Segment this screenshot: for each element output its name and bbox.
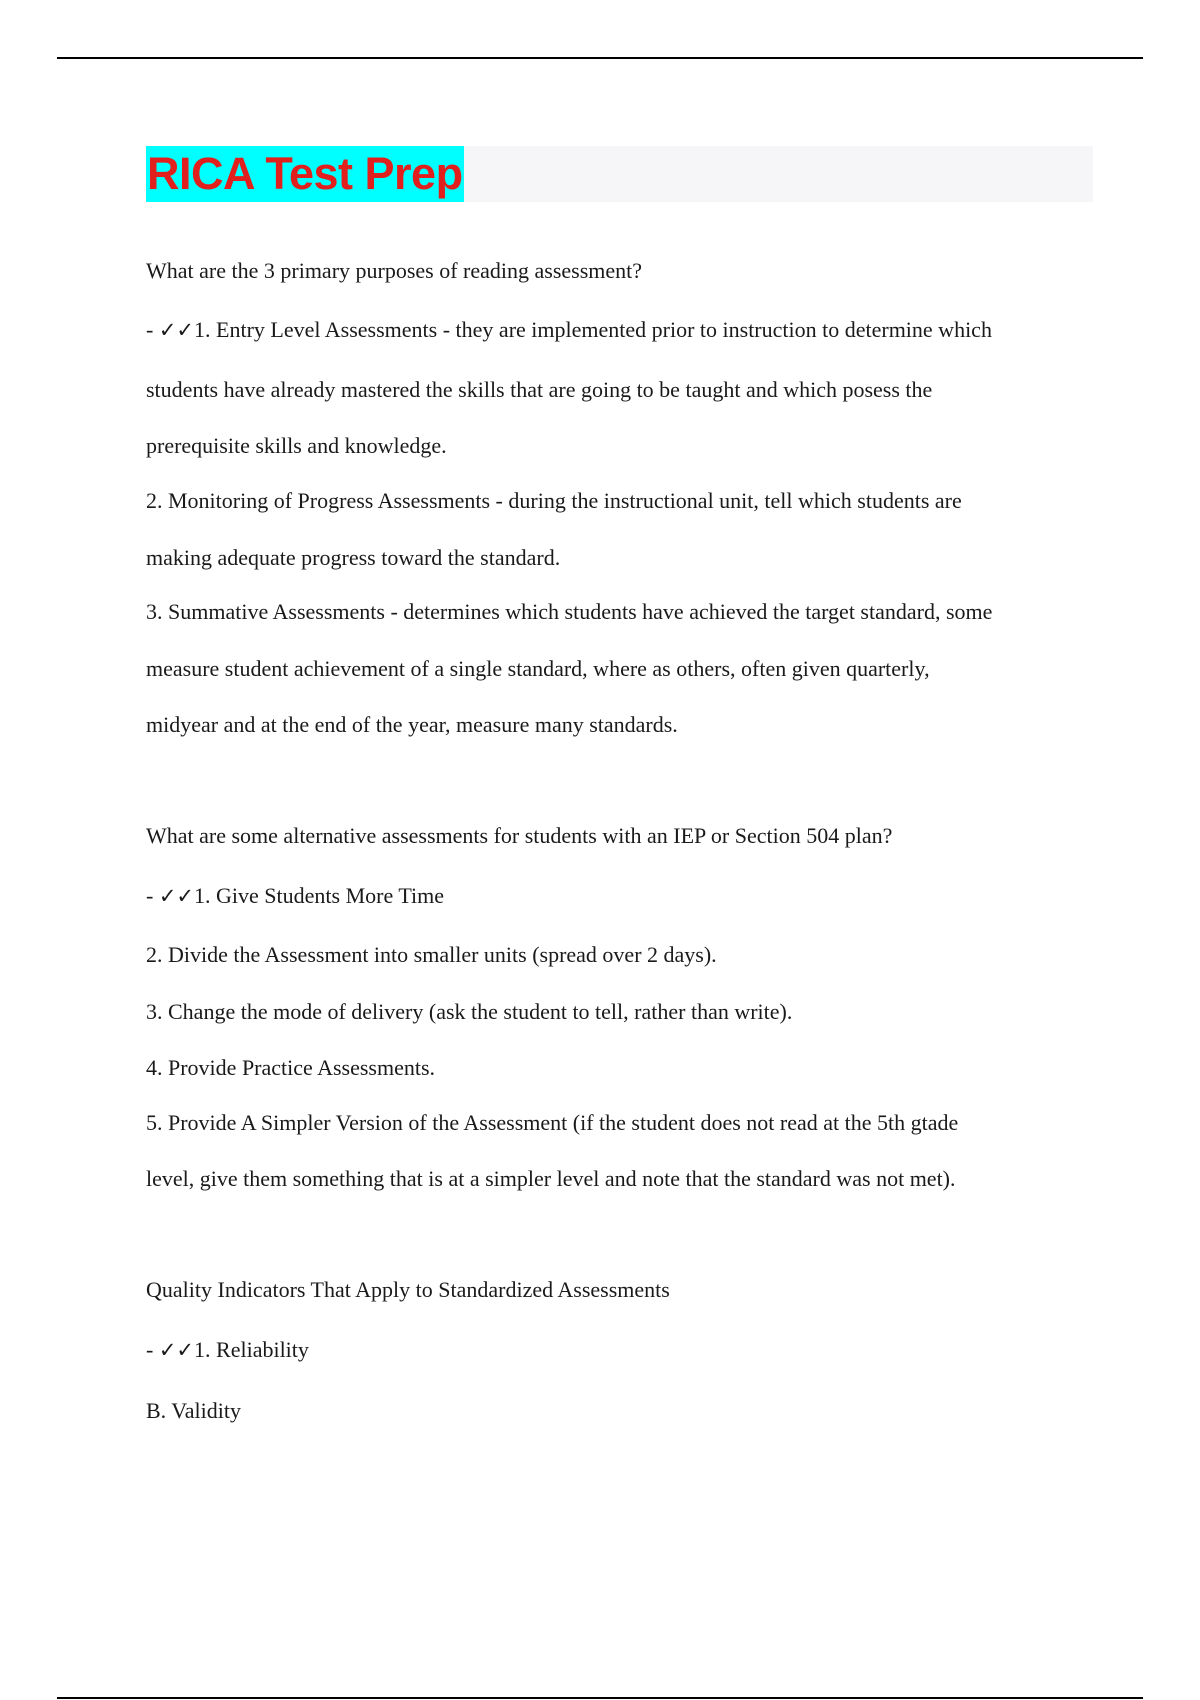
question-1: What are the 3 primary purposes of reading assessment? [146,258,643,283]
double-check-icon: ✓✓ [158,318,195,342]
question-2: What are some alternative assessments for students with an IEP or Section 504 plan? [146,823,893,848]
bottom-rule [57,1697,1143,1699]
answer-text: 1. Reliability [194,1337,309,1362]
answer-text: 1. Entry Level Assessments - they are implemented prior to instruction to determine which [194,317,992,342]
answer-1-line: midyear and at the end of the year, measure many standards. [146,712,678,737]
answer-2-line: 5. Provide A Simpler Version of the Assessment (if the student does not read at the 5th gtade [146,1110,959,1135]
document-title: RICA Test Prep [147,148,463,199]
answer-1-line: students have already mastered the skills that are going to be taught and which posess the [146,377,933,402]
answer-2-first-line [146,882,444,910]
answer-1-line: 3. Summative Assessments - determines which students have achieved the target standard, some [146,599,993,624]
answer-1-line: making adequate progress toward the standard. [146,545,561,570]
double-check-icon: ✓✓ [158,1338,195,1362]
answer-3-line: B. Validity [146,1398,241,1423]
answer-2-line: level, give them something that is at a simpler level and note that the standard was not met). [146,1166,956,1191]
title-banner [146,146,1093,202]
answer-1-first-line [146,316,992,344]
answer-2-line: 4. Provide Practice Assessments. [146,1055,436,1080]
question-3: Quality Indicators That Apply to Standardized Assessments [146,1277,670,1302]
answer-prefix: - [146,317,159,342]
answer-2-line: 2. Divide the Assessment into smaller units (spread over 2 days). [146,942,717,967]
title-highlight [146,146,464,202]
answer-prefix: - [146,883,159,908]
double-check-icon: ✓✓ [158,884,195,908]
answer-1-line: prerequisite skills and knowledge. [146,433,447,458]
top-rule [57,57,1143,59]
answer-1-line: 2. Monitoring of Progress Assessments - during the instructional unit, tell which students are [146,488,962,513]
answer-prefix: - [146,1337,159,1362]
answer-text: 1. Give Students More Time [194,883,444,908]
answer-2-line: 3. Change the mode of delivery (ask the student to tell, rather than write). [146,999,793,1024]
answer-1-line: measure student achievement of a single standard, where as others, often given quarterly, [146,656,930,681]
answer-3-first-line [146,1336,309,1364]
